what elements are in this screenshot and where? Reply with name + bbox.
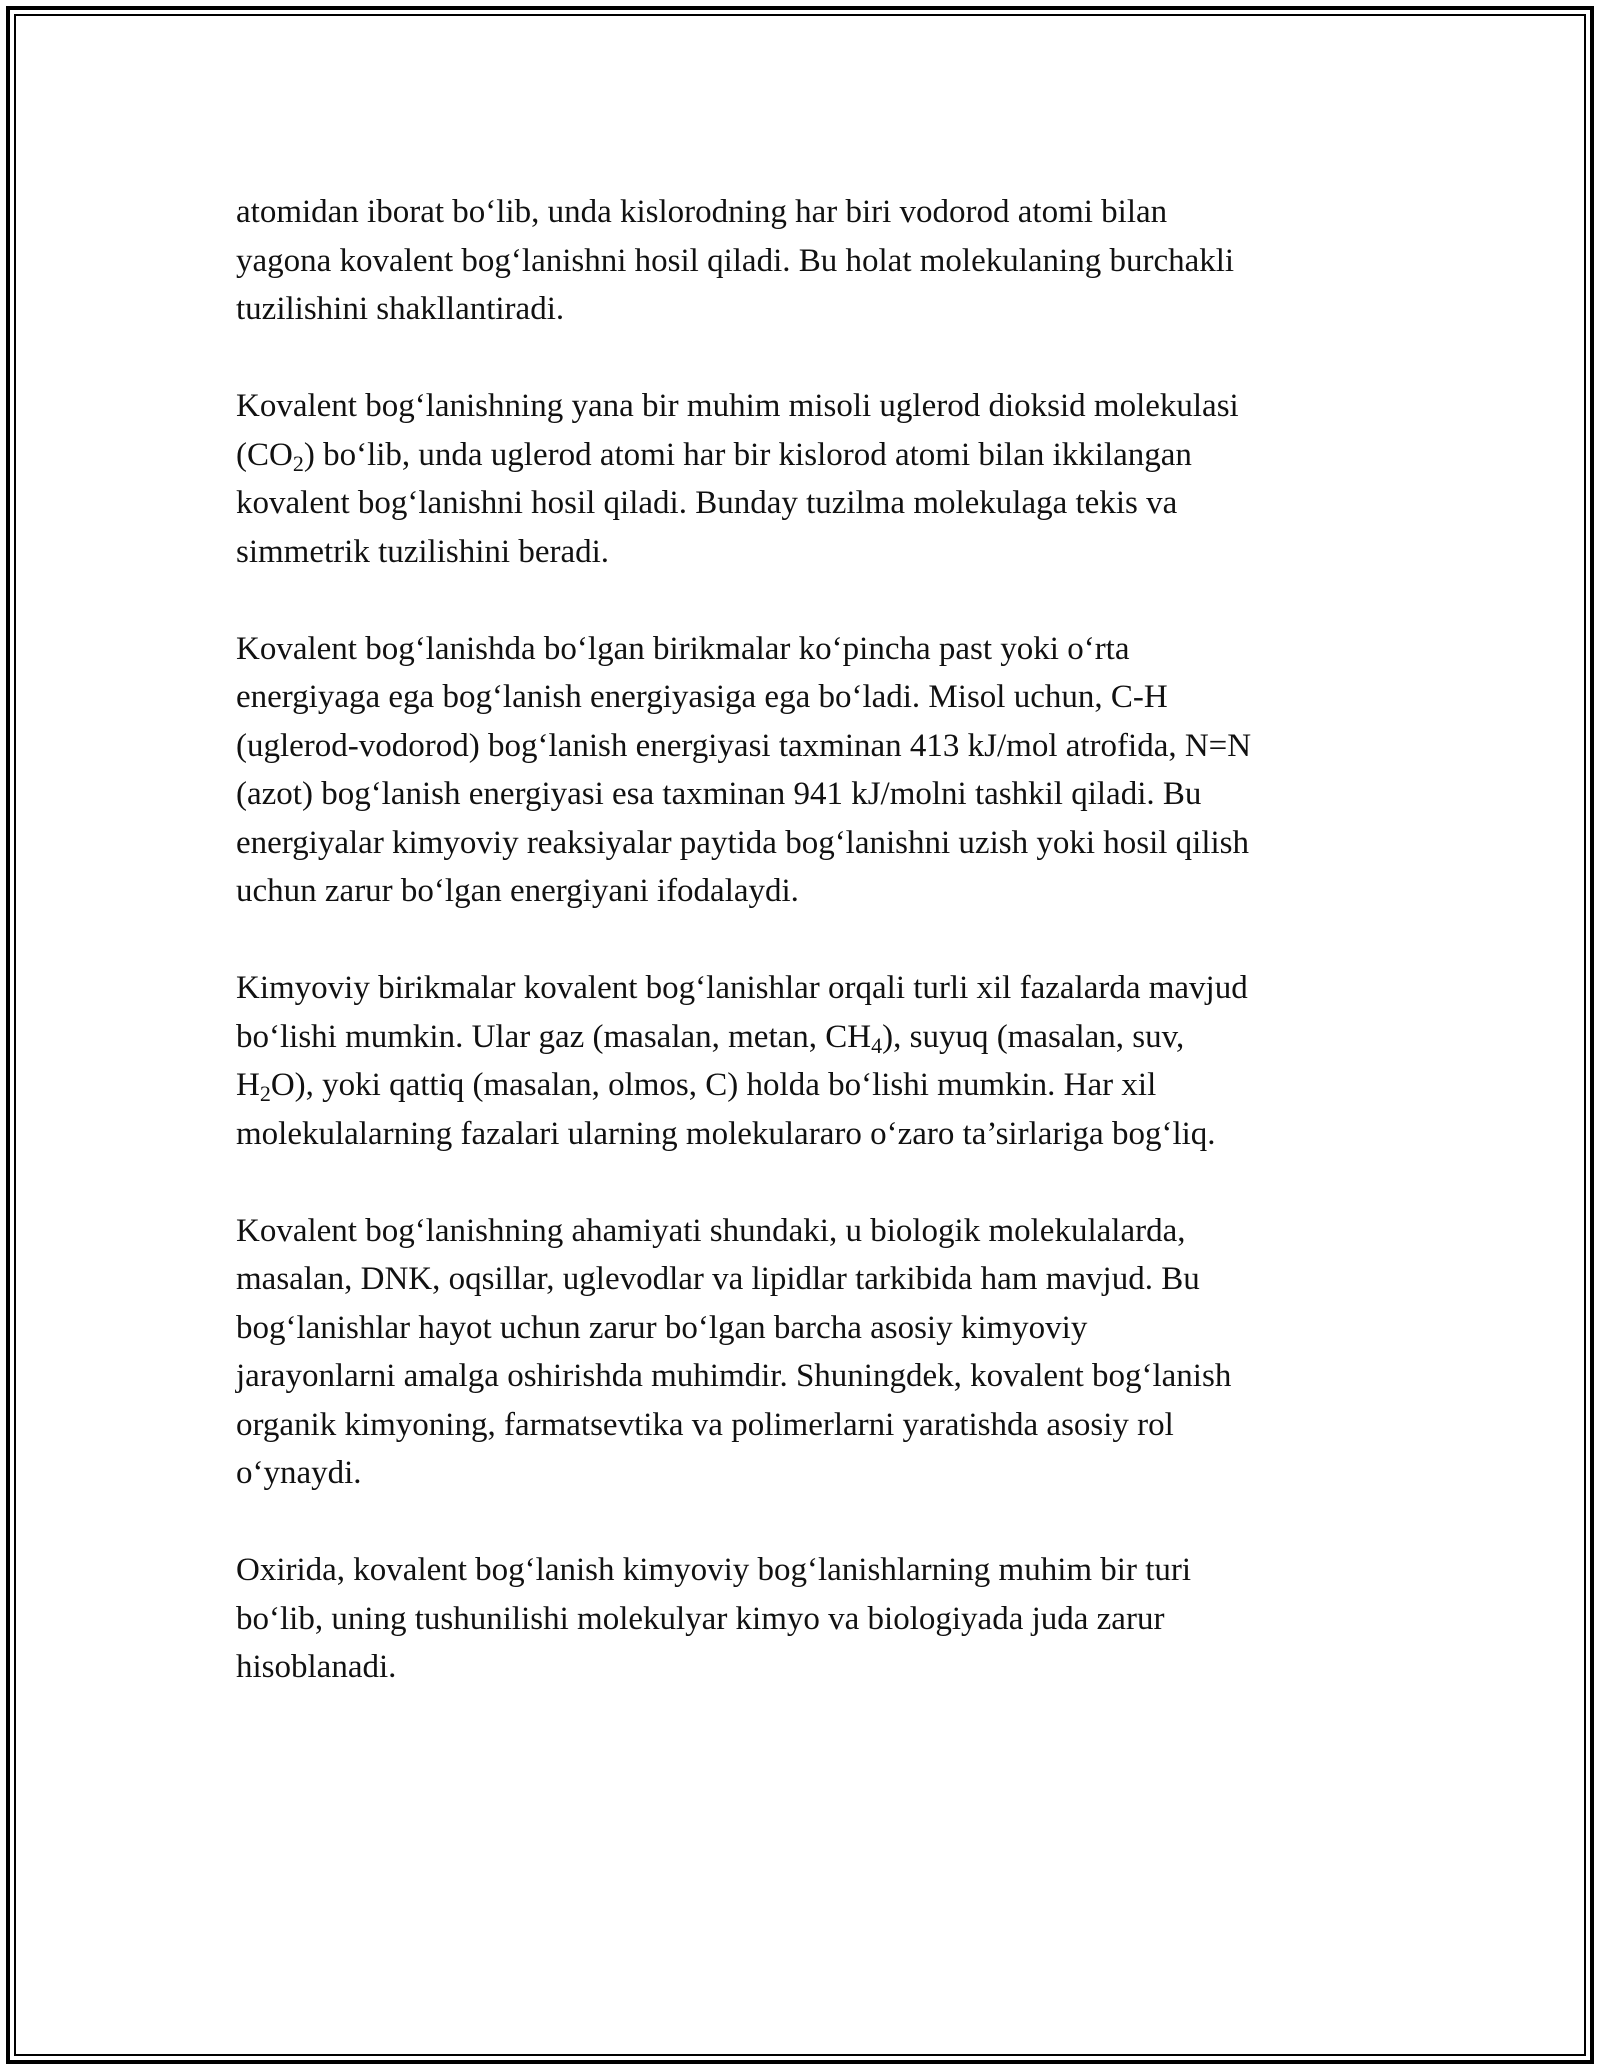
text-line bbox=[236, 1067, 1157, 1106]
text-line: masalan, DNK, oqsillar, uglevodlar va lipidlar tarkibida ham mavjud. Bu bbox=[236, 1261, 1200, 1297]
text-line: jarayonlarni amalga oshirishda muhimdir. Shuningdek, kovalent bogʻlanish bbox=[236, 1358, 1232, 1394]
paragraph-5 bbox=[236, 1207, 1386, 1498]
text-line bbox=[236, 436, 1192, 476]
text-segment: O), yoki qattiq (masalan, olmos, C) holda boʻlishi mumkin. Har xil bbox=[270, 1067, 1157, 1103]
text-line: bogʻlanishlar hayot uchun zarur boʻlgan barcha asosiy kimyoviy bbox=[236, 1309, 1088, 1346]
text-line: Kovalent bogʻlanishda boʻlgan birikmalar koʻpincha past yoki oʻrta bbox=[236, 630, 1130, 667]
text-segment: (CO bbox=[236, 436, 293, 473]
text-segment: boʻlishi mumkin. Ular gaz (masalan, metan, CH bbox=[236, 1018, 872, 1055]
text-line: energiyalar kimyoviy reaksiyalar paytida bogʻlanishni uzish yoki hosil qilish bbox=[236, 824, 1250, 861]
subscript: 2 bbox=[292, 450, 304, 476]
text-segment: ), suyuq (masalan, suv, bbox=[882, 1018, 1185, 1055]
text-line: molekulalarning fazalari ularning molekulararo oʻzaro ta’sirlariga bogʻliq. bbox=[236, 1115, 1216, 1152]
text-segment: H bbox=[236, 1067, 260, 1103]
text-line: simmetrik tuzilishini beradi. bbox=[236, 533, 610, 570]
text-line: (azot) bogʻlanish energiyasi esa taxminan 941 kJ/molni tashkil qiladi. Bu bbox=[236, 776, 1202, 812]
paragraph-6 bbox=[236, 1546, 1386, 1692]
subscript: 2 bbox=[259, 1081, 271, 1106]
text-line: oʻynaydi. bbox=[236, 1455, 362, 1491]
paragraph-2 bbox=[236, 382, 1386, 576]
text-line: organik kimyoning, farmatsevtika va polimerlarni yaratishda asosiy rol bbox=[236, 1406, 1174, 1443]
document-body bbox=[236, 188, 1386, 1740]
paragraph-3 bbox=[236, 625, 1386, 916]
text-line: boʻlib, uning tushunilishi molekulyar kimyo va biologiyada juda zarur bbox=[236, 1600, 1165, 1637]
text-line: (uglerod-vodorod) bogʻlanish energiyasi taxminan 413 kJ/mol atrofida, N=N bbox=[236, 727, 1252, 764]
subscript: 4 bbox=[871, 1032, 883, 1058]
text-line: atomidan iborat boʻlib, unda kislorodning har biri vodorod atomi bilan bbox=[236, 194, 1168, 230]
text-line: kovalent bogʻlanishni hosil qiladi. Bunday tuzilma molekulaga tekis va bbox=[236, 485, 1178, 521]
paragraph-1 bbox=[236, 188, 1386, 334]
text-line: Kovalent bogʻlanishning yana bir muhim misoli uglerod dioksid molekulasi bbox=[236, 388, 1239, 424]
text-line: tuzilishini shakllantiradi. bbox=[236, 291, 565, 327]
text-line: Kovalent bogʻlanishning ahamiyati shundaki, u biologik molekulalarda, bbox=[236, 1212, 1186, 1249]
text-line: energiyaga ega bogʻlanish energiyasiga ega boʻladi. Misol uchun, C-H bbox=[236, 679, 1168, 715]
text-line: Oxirida, kovalent bogʻlanish kimyoviy bogʻlanishlarning muhim bir turi bbox=[236, 1552, 1192, 1588]
text-line: yagona kovalent bogʻlanishni hosil qiladi. Bu holat molekulaning burchakli bbox=[236, 242, 1235, 279]
paragraph-4 bbox=[236, 964, 1386, 1158]
text-segment: ) boʻlib, unda uglerod atomi har bir kislorod atomi bilan ikkilangan bbox=[303, 436, 1192, 473]
text-line: Kimyoviy birikmalar kovalent bogʻlanishlar orqali turli xil fazalarda mavjud bbox=[236, 970, 1248, 1006]
text-line: hisoblanadi. bbox=[236, 1649, 397, 1685]
text-line: uchun zarur boʻlgan energiyani ifodalaydi. bbox=[236, 873, 799, 909]
text-line bbox=[236, 1018, 1185, 1058]
